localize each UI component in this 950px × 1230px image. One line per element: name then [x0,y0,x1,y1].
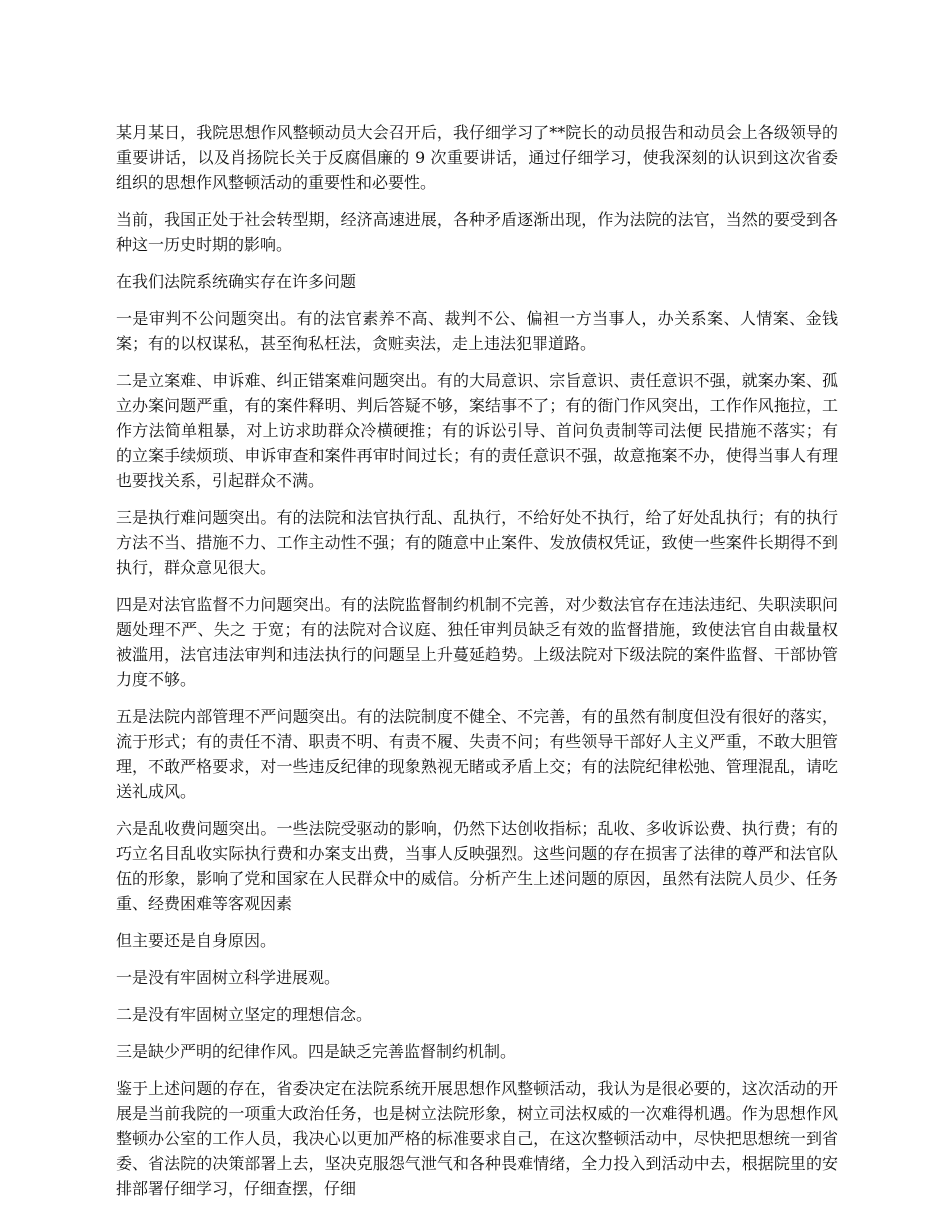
paragraph-cause-1: 一是没有牢固树立科学进展观。 [116,968,341,987]
paragraph-problem-3: 三是执行难问题突出。有的法院和法官执行乱、乱执行，不给好处不执行，给了好处乱执行；有的执行方法不当、措施不力、工作主动性不强；有的随意中止案件、发放债权凭证，致使一些案件长期得不到执行，群众意见很大。 [116,508,838,577]
paragraph-problem-1: 一是审判不公问题突出。有的法官素养不高、裁判不公、偏袒一方当事人，办关系案、人情案、金钱案；有的以权谋私，甚至徇私枉法，贪赃卖法，走上违法犯罪道路。 [116,309,838,353]
paragraph-problem-2: 二是立案难、申诉难、纠正错案难问题突出。有的大局意识、宗旨意识、责任意识不强，就案办案、孤立办案问题严重，有的案件释明、判后答疑不够，案结事不了；有的衙门作风突出，工作作风拖拉，工作方法简单粗暴，对上访求助群众冷横硬推；有的诉讼引导、首问负责制等司法便 民措施不落实；有的立案手续烦琐、申诉审查和案件再审时间过长；有的责任意识不强，故意拖案不办，使得当事人有理也要找关系，引起群众不满。 [116,371,838,490]
paragraph-problems-heading: 在我们法院系统确实存在许多问题 [116,272,357,291]
paragraph-cause-3-4: 三是缺少严明的纪律作风。四是缺乏完善监督制约机制。 [116,1042,517,1061]
document-body [116,120,838,1213]
paragraph-context: 当前，我国正处于社会转型期，经济高速进展，各种矛盾逐渐出现，作为法院的法官，当然的要受到各种这一历史时期的影响。 [116,210,838,254]
paragraph-problem-6: 六是乱收费问题突出。一些法院受驱动的影响，仍然下达创收指标；乱收、多收诉讼费、执行费；有的巧立名目乱收实际执行费和办案支出费，当事人反映强烈。这些问题的存在损害了法律的尊严和法官队伍的形象，影响了党和国家在人民群众中的威信。分析产生上述问题的原因，虽然有法院人员少、任务 重、经费困难等客观因素 [116,819,838,913]
paragraph-intro: 某月某日，我院思想作风整顿动员大会召开后，我仔细学习了**院长的动员报告和动员会上各级领导的重要讲话，以及肖扬院长关于反腐倡廉的 9 次重要讲话，通过仔细学习，使我深刻的认识到这次省委组织的思想作风整顿活动的重要性和必要性。 [116,123,838,192]
paragraph-conclusion: 鉴于上述问题的存在，省委决定在法院系统开展思想作风整顿活动，我认为是很必要的，这次活动的开展是当前我院的一项重大政治任务，也是树立法院形象，树立司法权威的一次难得机遇。作为思想作风整顿办公室的工作人员，我决心以更加严格的标准要求自己，在这次整顿活动中，尽快把思想统一到省委、省法院的决策部署上去，坚决克服怨气泄气和各种畏难情绪，全力投入到活动中去，根据院里的安排部署仔细学习，仔细查摆，仔细 [116,1079,838,1198]
paragraph-cause-2: 二是没有牢固树立坚定的理想信念。 [116,1005,373,1024]
paragraph-problem-5: 五是法院内部管理不严问题突出。有的法院制度不健全、不完善，有的虽然有制度但没有很好的落实，流于形式；有的责任不清、职责不明、有责不履、失责不问；有些领导干部好人主义严重，不敢大胆管理，不敢严格要求，对一些违反纪律的现象熟视无睹或矛盾上交；有的法院纪律松弛、管理混乱，请吃送礼成风。 [116,707,838,801]
paragraph-cause-intro: 但主要还是自身原因。 [116,931,277,950]
paragraph-problem-4: 四是对法官监督不力问题突出。有的法院监督制约机制不完善，对少数法官存在违法违纪、失职渎职问题处理不严、失之 于宽；有的法院对合议庭、独任审判员缺乏有效的监督措施，致使法官自由裁量权被滥用，法官违法审判和违法执行的问题呈上升蔓延趋势。上级法院对下级法院的案件监督、干部协管力度不够。 [116,595,838,689]
